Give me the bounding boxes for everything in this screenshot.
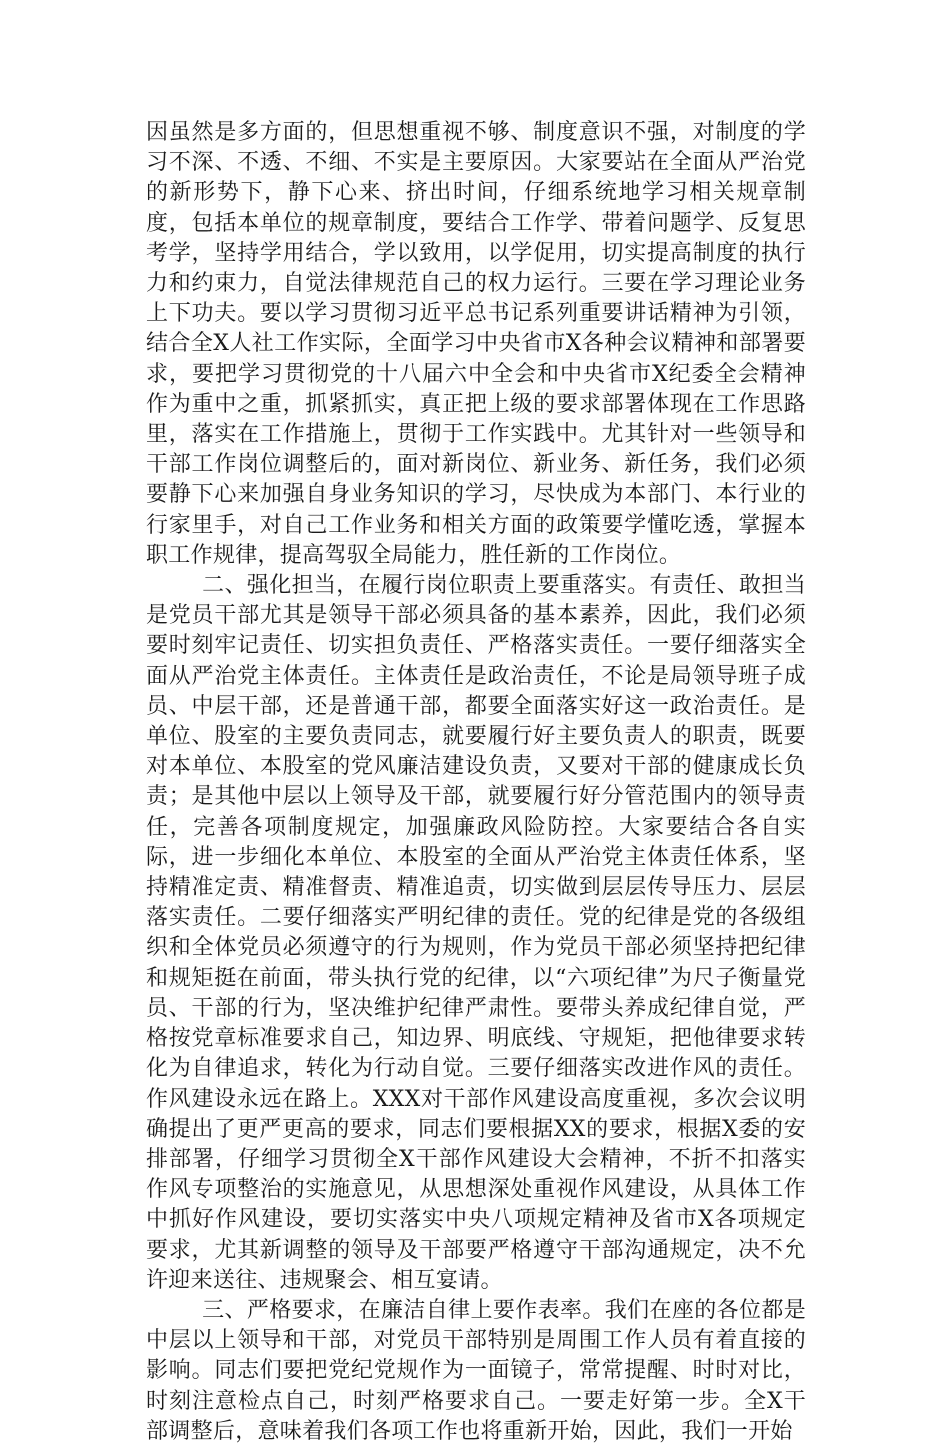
paragraph-section-two: 二、强化担当，在履行岗位职责上要重落实。有责任、敢担当是党员干部尤其是领导干部必须具备的基本素养，因此，我们必须要时刻牢记责任、切实担负责任、严格落实责任。一要仔细落实全面从严治党主体责任。主体责任是政治责任，不论是局领导班子成员、中层干部，还是普通干部，都要全面落实好这一政治责任。是单位、股室的主要负责同志，就要履行好主要负责人的职责，既要对本单位、本股室的党风廉洁建设负责，又要对干部的健康成长负责；是其他中层以上领导及干部，就要履行好分管范围内的领导责任，完善各项制度规定，加强廉政风险防控。大家要结合各自实际，进一步细化本单位、本股室的全面从严治党主体责任体系，坚持精准定责、精准督责、精准追责，切实做到层层传导压力、层层落实责任。二要仔细落实严明纪律的责任。党的纪律是党的各级组织和全体党员必须遵守的行为规则，作为党员干部必须坚持把纪律和规矩挺在前面，带头执行党的纪律，以“六项纪律”为尺子衡量党员、干部的行为，坚决维护纪律严肃性。要带头养成纪律自觉，严格按党章标准要求自己，知边界、明底线、守规矩，把他律要求转化为自律追求，转化为行动自觉。三要仔细落实改进作风的责任。作风建设永远在路上。XXX对干部作风建设高度重视，多次会议明确提出了更严更高的要求，同志们要根据XX的要求，根据X委的安排部署，仔细学习贯彻全X干部作风建设大会精神，不折不扣落实作风专项整治的实施意见，从思想深处重视作风建设，从具体工作中抓好作风建设，要切实落实中央八项规定精神及省市X各项规定要求，尤其新调整的领导及干部要严格遵守干部沟通规定，决不允许迎来送往、违规聚会、相互宴请。 [146,573,806,1293]
paragraph-section-three: 三、严格要求，在廉洁自律上要作表率。我们在座的各位都是中层以上领导和干部，对党员干部特别是周围工作人员有着直接的影响。同志们要把党纪党规作为一面镜子，常常提醒、时时对比，时刻注意检点自己，时刻严格要求自己。一要走好第一步。全X干部调整后，意味着我们各项工作也将重新开始，因此，我们一开始 [146,1297,806,1444]
paragraph-continuation: 因虽然是多方面的，但思想重视不够、制度意识不强，对制度的学习不深、不透、不细、不实是主要原因。大家要站在全面从严治党的新形势下，静下心来、挤出时间，仔细系统地学习相关规章制度，包括本单位的规章制度，要结合工作学、带着问题学、反复思考学，坚持学用结合，学以致用，以学促用，切实提高制度的执行力和约束力，自觉法律规范自己的权力运行。三要在学习理论业务上下功夫。要以学习贯彻习近平总书记系列重要讲话精神为引领，结合全X人社工作实际，全面学习中央省市X各种会议精神和部署要求，要把学习贯彻党的十八届六中全会和中央省市X纪委全会精神作为重中之重，抓紧抓实，真正把上级的要求部署体现在工作思路里，落实在工作措施上，贯彻于工作实践中。尤其针对一些领导和干部工作岗位调整后的，面对新岗位、新业务、新任务，我们必须要静下心来加强自身业务知识的学习，尽快成为本部门、本行业的行家里手，对自己工作业务和相关方面的政策要学懂吃透，掌握本职工作规律，提高驾驭全局能力，胜任新的工作岗位。 [146,120,806,568]
document-body [146,118,806,1447]
